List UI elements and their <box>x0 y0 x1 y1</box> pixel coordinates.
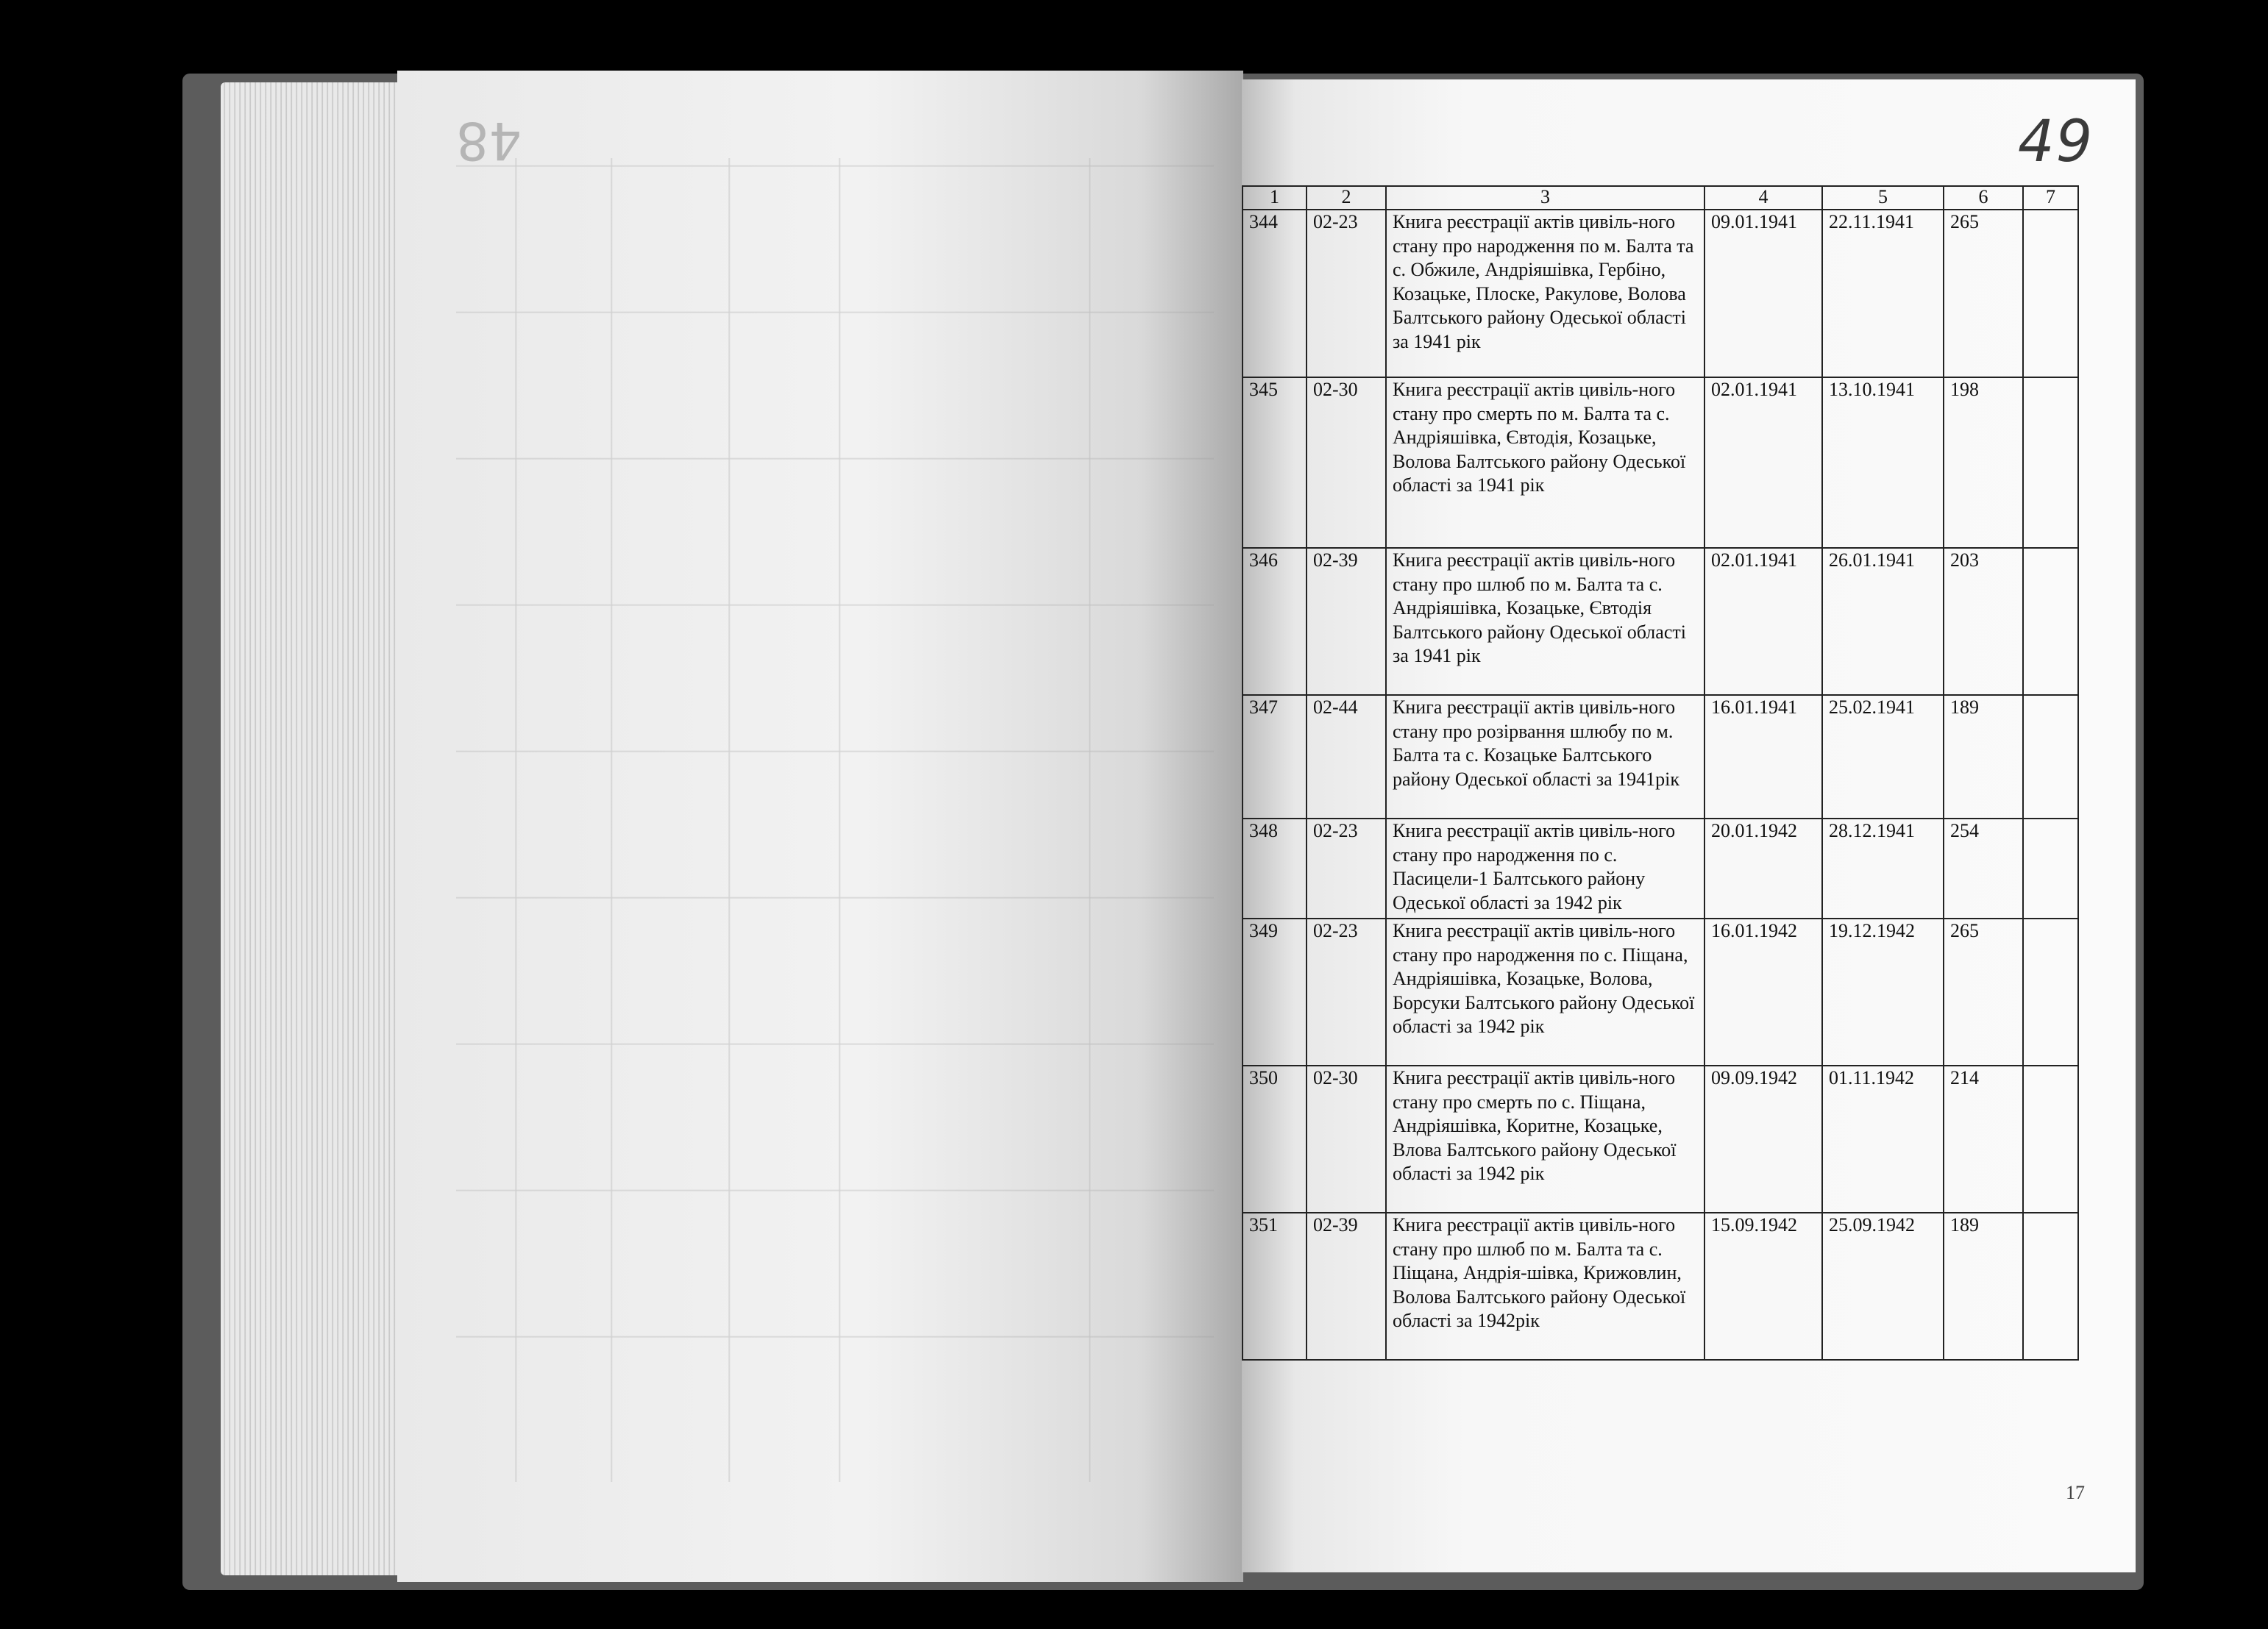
record-title: Книга реєстрації актів цивіль-ного стану про розірвання шлюбу по м. Балта та с. Козацьке Балтського району Одеської області за 1941рік <box>1386 695 1704 819</box>
notes <box>2023 210 2078 377</box>
column-header: 6 <box>1944 186 2023 210</box>
table-row <box>1243 1066 2078 1213</box>
start-date: 02.01.1941 <box>1704 377 1822 548</box>
page-edges <box>221 82 412 1575</box>
row-number: 350 <box>1243 1066 1307 1213</box>
index-code: 02-39 <box>1307 548 1386 695</box>
table-row <box>1243 210 2078 377</box>
start-date: 09.09.1942 <box>1704 1066 1822 1213</box>
end-date: 13.10.1941 <box>1822 377 1944 548</box>
table-row <box>1243 919 2078 1066</box>
start-date: 16.01.1942 <box>1704 919 1822 1066</box>
table-row <box>1243 695 2078 819</box>
end-date: 01.11.1942 <box>1822 1066 1944 1213</box>
sheet-count: 189 <box>1944 695 2023 819</box>
index-code: 02-30 <box>1307 377 1386 548</box>
record-title: Книга реєстрації актів цивіль-ного стану про народження по с. Пасицели-1 Балтського району Одеської області за 1942 рік <box>1386 819 1704 919</box>
column-header: 7 <box>2023 186 2078 210</box>
notes <box>2023 819 2078 919</box>
start-date: 09.01.1941 <box>1704 210 1822 377</box>
index-code: 02-39 <box>1307 1213 1386 1360</box>
index-code: 02-23 <box>1307 919 1386 1066</box>
table-row <box>1243 377 2078 548</box>
column-header: 3 <box>1386 186 1704 210</box>
notes <box>2023 377 2078 548</box>
sheet-count: 265 <box>1944 210 2023 377</box>
index-code: 02-23 <box>1307 819 1386 919</box>
end-date: 25.02.1941 <box>1822 695 1944 819</box>
end-date: 22.11.1941 <box>1822 210 1944 377</box>
notes <box>2023 548 2078 695</box>
notes <box>2023 1213 2078 1360</box>
notes <box>2023 1066 2078 1213</box>
table-header-row <box>1243 186 2078 210</box>
table-row <box>1243 548 2078 695</box>
sheet-count: 189 <box>1944 1213 2023 1360</box>
row-number: 345 <box>1243 377 1307 548</box>
start-date: 15.09.1942 <box>1704 1213 1822 1360</box>
record-title: Книга реєстрації актів цивіль-ного стану про шлюб по м. Балта та с. Андріяшівка, Козацьке, Євтодія Балтського району Одеської області за 1941 рік <box>1386 548 1704 695</box>
start-date: 16.01.1941 <box>1704 695 1822 819</box>
end-date: 28.12.1941 <box>1822 819 1944 919</box>
notes <box>2023 695 2078 819</box>
page-number: 49 <box>2018 109 2094 175</box>
index-code: 02-30 <box>1307 1066 1386 1213</box>
ghost-page-number: 48 <box>456 110 522 171</box>
index-code: 02-23 <box>1307 210 1386 377</box>
end-date: 25.09.1942 <box>1822 1213 1944 1360</box>
row-number: 351 <box>1243 1213 1307 1360</box>
row-number: 349 <box>1243 919 1307 1066</box>
notes <box>2023 919 2078 1066</box>
footer-mark: 17 <box>2066 1482 2085 1503</box>
record-title: Книга реєстрації актів цивіль-ного стану про смерть по с. Піщана, Андріяшівка, Коритне, Козацьке, Влова Балтського району Одеської області за 1942 рік <box>1386 1066 1704 1213</box>
column-header: 4 <box>1704 186 1822 210</box>
end-date: 19.12.1942 <box>1822 919 1944 1066</box>
record-title: Книга реєстрації актів цивіль-ного стану про шлюб по м. Балта та с. Піщана, Андрія-шівка, Крижовлин, Волова Балтського району Одеської області за 1942рік <box>1386 1213 1704 1360</box>
sheet-count: 214 <box>1944 1066 2023 1213</box>
sheet-count: 254 <box>1944 819 2023 919</box>
start-date: 02.01.1941 <box>1704 548 1822 695</box>
column-header: 5 <box>1822 186 1944 210</box>
column-header: 2 <box>1307 186 1386 210</box>
register-table <box>1242 185 2079 1361</box>
sheet-count: 198 <box>1944 377 2023 548</box>
column-header: 1 <box>1243 186 1307 210</box>
record-title: Книга реєстрації актів цивіль-ного стану про смерть по м. Балта та с. Андріяшівка, Євтодія, Козацьке, Волова Балтського району Одеської області за 1941 рік <box>1386 377 1704 548</box>
bleed-through-table <box>456 158 1214 1482</box>
table-row <box>1243 819 2078 919</box>
record-title: Книга реєстрації актів цивіль-ного стану про народження по м. Балта та с. Обжиле, Андріяшівка, Гербіно, Козацьке, Плоске, Ракулове, Волова Балтського району Одеської області за 1941 рік <box>1386 210 1704 377</box>
row-number: 347 <box>1243 695 1307 819</box>
row-number: 346 <box>1243 548 1307 695</box>
row-number: 344 <box>1243 210 1307 377</box>
table-row <box>1243 1213 2078 1360</box>
index-code: 02-44 <box>1307 695 1386 819</box>
sheet-count: 265 <box>1944 919 2023 1066</box>
row-number: 348 <box>1243 819 1307 919</box>
end-date: 26.01.1941 <box>1822 548 1944 695</box>
sheet-count: 203 <box>1944 548 2023 695</box>
start-date: 20.01.1942 <box>1704 819 1822 919</box>
record-title: Книга реєстрації актів цивіль-ного стану про народження по с. Піщана, Андріяшівка, Козацьке, Волова, Борсуки Балтського району Одеської області за 1942 рік <box>1386 919 1704 1066</box>
